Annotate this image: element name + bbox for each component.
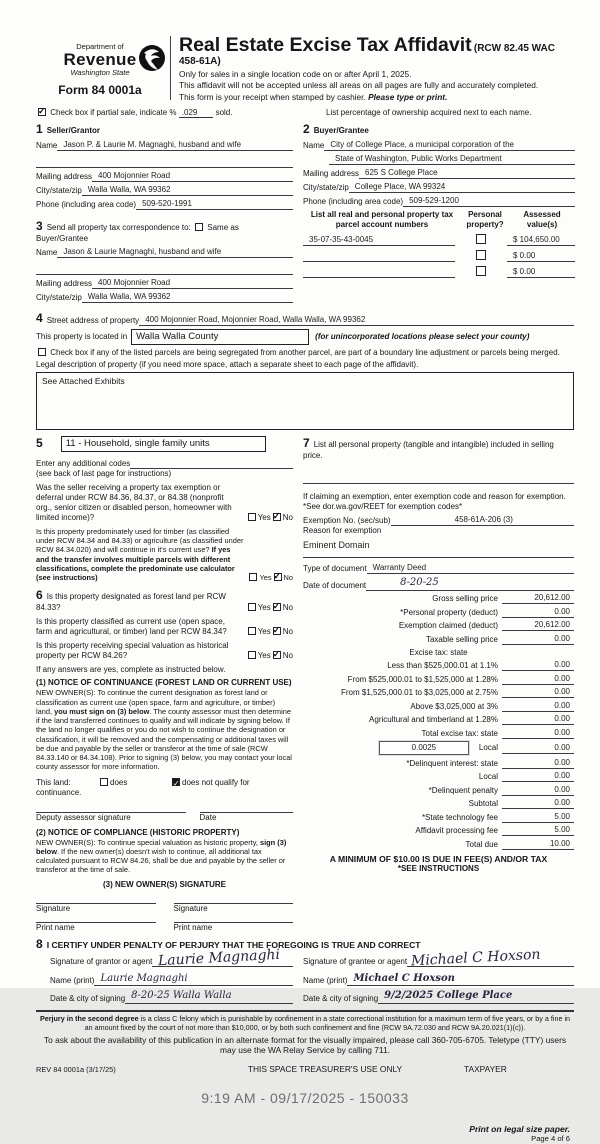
parcel-row — [303, 250, 575, 262]
forest-land-question: 6 Is this property designated as forest land per RCW 84.33? — [36, 588, 226, 613]
correspondence-citystate-field[interactable]: Walla Walla, WA 99362 — [82, 292, 293, 303]
partial-sale-label: Check box if partial sale, indicate % — [50, 108, 177, 118]
street-address-field[interactable]: 400 Mojonnier Road, Mojonnier Road, Walla Walla, WA 99362 — [139, 315, 574, 326]
personal-property-checkbox-3[interactable] — [476, 266, 486, 276]
parcel-number-field-2[interactable] — [303, 253, 455, 262]
section3-heading: 3 Send all property tax correspondence to: Same as Buyer/Grantee — [36, 219, 239, 244]
grantee-signature-field[interactable]: Michael C Hoxson — [407, 958, 574, 967]
agricultural-timberland-field[interactable]: 0.00 — [502, 714, 574, 725]
additional-codes-label: Enter any additional codes — [36, 458, 131, 468]
washington-state-label: Washington State — [70, 68, 130, 78]
form-title-rcw: (RCW 82.45 WAC 458-61A) — [179, 43, 555, 67]
this-land-label: This land: — [36, 777, 71, 787]
certify-heading: 8 I CERTIFY UNDER PENALTY OF PERJURY THAT THE FOREGOING IS TRUE AND CORRECT — [36, 936, 421, 951]
buyer-citystate-field[interactable]: College Place, WA 99324 — [349, 182, 575, 193]
legal-description-label: Legal description of property (if you need more space, attach a separate sheet to each page of the affidavit). — [36, 359, 419, 369]
q2-no-checkbox[interactable] — [274, 573, 282, 581]
assessed-value-field-2[interactable]: $ 0.00 — [507, 251, 575, 262]
delinquent-interest-local-field[interactable]: 0.00 — [502, 771, 574, 782]
q1-yes-checkbox[interactable] — [248, 513, 256, 521]
current-use-question: Is this property classified as current use (open space, farm and agricultural, or timber) land per RCW 84.34? — [36, 617, 227, 637]
total-due-field[interactable]: 10.00 — [502, 839, 574, 850]
type-of-document-field[interactable]: Warranty Deed — [367, 563, 574, 574]
header-note-3: This form is your receipt when stamped by cashier. Please type or print. — [179, 91, 448, 102]
seller-phone-field[interactable]: 509-520-1991 — [136, 199, 293, 210]
deputy-assessor-signature-line[interactable] — [36, 812, 186, 813]
historical-yes-checkbox[interactable] — [248, 651, 256, 659]
grantor-printname-field[interactable]: Laurie Magnaghi — [94, 973, 293, 987]
seller-name-field[interactable]: Jason P. & Laurie M. Magnaghi, husband and wife — [57, 140, 293, 151]
delinquent-interest-state-field[interactable]: 0.00 — [502, 758, 574, 769]
exemption-no-field[interactable]: 458-61A-206 (3) — [391, 515, 574, 526]
new-owners-signature-title: (3) NEW OWNER(S) SIGNATURE — [103, 879, 226, 889]
section7-heading: 7 List all personal property (tangible and intangible) included in selling price. — [303, 435, 554, 460]
header-divider — [170, 36, 171, 100]
located-in-label: This property is located in — [36, 332, 128, 342]
parcel-row — [303, 266, 575, 278]
gross-selling-price-field[interactable]: 20,612.00 — [502, 593, 574, 604]
print-legal-note: Print on legal size paper. — [469, 1123, 570, 1134]
notice-compliance-title: (2) NOTICE OF COMPLIANCE (HISTORIC PROPERTY) — [36, 827, 240, 837]
form-number: Form 84 0001a — [58, 82, 142, 97]
grantor-datecity-field[interactable]: 8-20-25 Walla Walla — [125, 990, 293, 1004]
tier1-field[interactable]: 0.00 — [502, 660, 574, 671]
taxpayer-label: TAXPAYER — [464, 1063, 507, 1074]
tier4-field[interactable]: 0.00 — [502, 701, 574, 712]
minimum-due-note: A MINIMUM OF $10.00 IS DUE IN FEE(S) AND/OR TAX — [329, 853, 548, 864]
personal-property-checkbox-2[interactable] — [476, 250, 486, 260]
dor-logo-block — [36, 30, 164, 102]
correspondence-name-field[interactable]: Jason & Laurie Magnaghi, husband and wife — [57, 247, 293, 258]
forest-no-checkbox[interactable] — [273, 603, 281, 611]
ownership-note: List percentage of ownership acquired next to each name. — [326, 108, 532, 118]
seller-mailing-field[interactable]: 400 Mojonnier Road — [92, 171, 293, 182]
tier3-field[interactable]: 0.00 — [502, 687, 574, 698]
grantor-signature-field[interactable]: Laurie Magnaghi — [152, 958, 293, 967]
form-title: Real Estate Excise Tax Affidavit — [179, 34, 472, 56]
partial-sale-row: ✓ Check box if partial sale, indicate % .029 sold. — [36, 108, 326, 118]
date-of-document-label: Date of document — [303, 580, 367, 590]
grantee-printname-field[interactable]: Michael C Hoxson — [347, 973, 574, 987]
land-does-not-checkbox[interactable] — [172, 778, 180, 786]
seller-name2-field[interactable] — [36, 159, 293, 168]
exemption-instructions: If claiming an exemption, enter exemption code and reason for exemption. *See dor.wa.gov/REET for exemption codes* — [303, 491, 566, 511]
taxable-selling-price-field[interactable]: 0.00 — [502, 634, 574, 645]
continuance-label: continuance. — [36, 787, 82, 797]
partial-sale-percent[interactable]: .029 — [179, 108, 214, 118]
header-note-1: Only for sales in a single location code on or after April 1, 2025. — [179, 69, 412, 79]
parcel-table-header: List all real and personal property tax parcel account numbers Personal property? Assessed value(s) — [310, 210, 561, 230]
delinquent-penalty-field[interactable]: 0.00 — [502, 785, 574, 796]
treasurer-use-label: THIS SPACE TREASURER'S USE ONLY — [247, 1063, 403, 1074]
q1-no-checkbox[interactable] — [273, 513, 281, 521]
buyer-name2-field[interactable]: State of Washington, Public Works Department — [329, 154, 575, 165]
buyer-phone-field[interactable]: 509-529-1200 — [403, 196, 575, 207]
currentuse-no-checkbox[interactable] — [273, 627, 281, 635]
local-rate-field[interactable]: 0.0025 — [379, 741, 469, 755]
total-excise-state-field[interactable]: 0.00 — [502, 728, 574, 739]
q2-yes-checkbox[interactable] — [249, 573, 257, 581]
perjury-notice: Perjury in the second degree is a class C felony which is punishable by confinement in a state correctional institution for a maximum term of five years, or by a fine in an amount fixed by the court of not more than $10,000, or by both such confinement and fine (RCW 9A.72.030 and RCW 9A.20.021(1)(c)). — [39, 1013, 571, 1032]
reason-exemption-label: Reason for exemption — [303, 525, 382, 535]
assessed-value-field-3[interactable]: $ 0.00 — [507, 267, 575, 278]
historical-no-checkbox[interactable] — [273, 651, 281, 659]
county-select[interactable]: Walla Walla County — [131, 329, 309, 345]
parcel-row — [303, 234, 575, 246]
buyer-name-field[interactable]: City of College Place, a municipal corporation of the — [324, 140, 575, 151]
section1-heading: 1 Seller/Grantor — [36, 122, 101, 137]
treasurer-stamp: 9:19 AM - 09/17/2025 - 150033 — [201, 1090, 409, 1107]
additional-codes-field[interactable] — [130, 460, 293, 469]
historical-question: Is this property receiving special valuation as historical property per RCW 84.26? — [36, 641, 229, 661]
personal-property-deduct-field[interactable]: 0.00 — [502, 607, 574, 618]
county-note: (for unincorporated locations please select your county) — [315, 332, 530, 342]
section2-heading: 2 Buyer/Grantee — [303, 122, 369, 137]
type-of-document-label: Type of document — [303, 564, 367, 574]
date-of-document-field[interactable]: 8-20-25 — [366, 577, 574, 591]
notice-continuance-title: (1) NOTICE OF CONTINUANCE (FOREST LAND OR CURRENT USE) — [36, 678, 292, 688]
new-owner-printname-line-1[interactable] — [36, 922, 156, 923]
timber-agriculture-question: Is this property predominately used for timber (as classified under RCW 84.34 and 84.33) or agriculture (as classified under RCW 84.34.020) and will continue in it's current use? If yes and the transfer involves multiple parcels with different classifications, complete the predominate use calculator (see instructions) — [36, 526, 244, 583]
dept-of-label: Department of — [76, 42, 124, 51]
personal-property-checkbox-1[interactable] — [476, 234, 486, 244]
assessed-value-field-1[interactable]: $ 104,650.00 — [507, 235, 575, 246]
exemption-no-label: Exemption No. (sec/sub) — [303, 515, 391, 525]
correspondence-mailing-field[interactable]: 400 Mojonnier Road — [92, 278, 293, 289]
segregated-checkbox[interactable] — [38, 348, 46, 356]
reet-affidavit-form: Department of Revenue Washington State Form 84 0001a Real Estate Excise Tax Affidavit (RCW 82.45 WAC 458-61A) Only for sales in a single location code on or after April 1, 2025. This affidavit will not be accepted unless all areas on all pages are fully and accurately completed. This form is your receipt when stamped by cashier. Please type or print. ✓ Check box if partial sale, indicate % .029 sold. List percentage of ownership acquired next to each name. 1 Seller/Grantor Name Jason P. & Laurie M. Magnaghi, husband and wife Mailing address 400 Mojonnier Road City/state/zip Walla Walla, WA 99362 Phone (including area code) 509-520-1991 3 Send all property tax correspondence to: Same as Buyer/Grantee Name Jason & Laurie Magnaghi, husband and wife Mailing address 400 Mojonnier Road City/state/zip Walla Walla, WA 99362 2 Buyer/Grantee Name City of College Place, a municipal corporation of the State of Washington, Public Works Department Mailing address 625 S College Place City/state/zip College Place, WA 99324 Phone (including area code) 509-529-1200 List all real and personal property tax parcel account numbers Personal property? Assessed value(s) 35-07-35-43-0045 $ 104,650.00 $ 0.00 $ 0.00 4 Street address of property 400 Mojonnier Road, Mojonnier Road, Walla Walla, WA 99362 This property is located in Walla Walla County (for unincorporated locations please select your county) Check box if any of the listed parcels are being segregated from another parcel, are part of a boundary line adjustment or parcels being merged. Legal description of property (if you need more space, attach a separate sheet to each page of the affidavit). See Attached Exhibits 5 11 - Household, single family units Enter any additional codes (see back of last page for instructions) Was the seller receiving a property tax exemption or deferral under RCW 84.36, 84.37, or 84.38 (nonprofit org., senior citizen or disabled person, homeowner with limited income)? Yes ✓ No Is this property predominately used for timber (as classified under RCW 84.34 and 84.33) or agriculture (as classified under RCW 84.34.020) and will continue in it's current use? If yes and the transfer involves multiple parcels with different classifications, complete the predominate use calculator (see instructions) Yes ✓ No 6 Is this property designated as forest land per RCW 84.33? Yes ✓ No Is this property classified as current use (open space, farm and agricultural, or timber) land per RCW 84.34? Yes ✓ No Is this property receiving special valuation as historical property per RCW 84.26? Yes ✓ No If any answers are yes, complete as instructed below. (1) NOTICE OF CONTINUANCE (FOREST LAND OR CURRENT USE) NEW OWNER(S): To continue the current designation as forest land or classification as current use (open space, farm and agriculture, or timber) land, you must sign on (3) below. The county assessor must then determine if the land transferred continues to qualify and will indicate by signing below. If the land no longer qualifies or you do not wish to continue the designation or classification, it will be removed and the compensating or additional taxes will be due and payable by the seller or transferor at the time of sale (RCW 84.33.140 or 84.34.108). Prior to signing (3) below, you may contact your local county assessor for more information. This land: does ✓ does not qualify for continuance. Deputy assessor signature Date (2) NOTICE OF COMPLIANCE (HISTORIC PROPERTY) NEW OWNER(S): To continue special valuation as historic property, sign (3) below. If the new owner(s) doesn't wish to continue, all additional tax calculated pursuant to RCW 84.26, shall be due and payable by the seller or transferor at the time of sale. (3) NEW OWNER(S) SIGNATURE Signature Signature Print name Print name 7 List all personal property (tangible and intangible) included in selling price. If claiming an exemption, enter exemption code and reason for exemption. *See dor.wa.gov/REET for exemption codes* Exemption No. (sec/sub) 458-61A-206 (3) Reason for exemption Eminent Domain Type of document Warranty Deed Date of document 8-20-25 Gross selling price 20,612.00 *Personal property (deduct) 0.00 Exemption claimed (deduct) 20,612.00 Taxable selling price 0.00 Excise tax: state Less than $525,000.01 at 1.1% 0.00 From $525,000.01 to $1,525,000 at 1.28% 0.00 From $1,525,000.01 to $3,025,000 at 2.75% 0.00 Above $3,025,000 at 3% 0.00 Agricultural and timberland at 1.28% 0.00 Total excise tax: state 0.00 0.0025 Local 0.00 *Delinquent interest: state 0.00 Local 0.00 *Delinquent penalty 0.00 Subtotal 0.00 *State technology fee 5.00 Affidavit processing fee 5.00 Total due 10.00 A MINIMUM OF $10.00 IS DUE IN FEE(S) AND/OR TAX *SEE INSTRUCTIONS 8 I CERTIFY UNDER PENALTY OF PERJURY THAT THE FOREGOING IS TRUE AND CORRECT Signature of grantor or agent Laurie Magnaghi Name (print) Laurie Magnaghi Date & city of signing 8-20-25 Walla Walla Signature of grantee or agent Michael C Hoxson Name (print) Michael C Hoxson Date & city of signing 9/2/2025 College Place Perjury in the second degree is a class C felony which is punishable by confinement in a state correctional institution for a maximum term of five years, or by a fine in an amount fixed by the court of not more than $10,000, or by both such confinement and fine (RCW 9A.72.030 and RCW 9A.20.021(1)(c)). To ask about the availability of this publication in an alternate format for the visually impaired, please call 360-705-6705. Teletype (TTY) users may use the WA Relay Service by calling 711. REV 84 0001a (3/17/25) THIS SPACE TREASURER'S USE ONLY TAXPAYER 9:19 AM - 09/17/2025 - 150033 Print on legal size paper. Page 4 of 6 — [0, 0, 600, 988]
reason-exemption-value[interactable]: Eminent Domain — [303, 539, 370, 550]
form-header — [36, 30, 574, 102]
exemption-deferral-question: Was the seller receiving a property tax exemption or deferral under RCW 84.36, 84.37, or 84.38 (nonprofit org., senior citizen or disabled person, homeowner with limited income)? — [36, 482, 232, 522]
same-as-buyer-checkbox[interactable] — [195, 223, 203, 231]
rev-number: REV 84 0001a (3/17/25) — [36, 1064, 116, 1074]
land-use-code-select[interactable]: 11 - Household, single family units — [61, 436, 266, 452]
alt-format-notice: To ask about the availability of this publication in an alternate format for the visually impaired, please call 360-705-6705. Teletype (TTY) users may use the WA Relay Service by calling 711. — [43, 1034, 567, 1056]
forest-yes-checkbox[interactable] — [248, 603, 256, 611]
page-number: Page 4 of 6 — [531, 1134, 570, 1144]
parcel-number-field[interactable]: 35-07-35-43-0045 — [303, 235, 455, 246]
grantee-datecity-field[interactable]: 9/2/2025 College Place — [378, 990, 574, 1004]
excise-tax-state-header: Excise tax: state — [409, 647, 468, 657]
currentuse-yes-checkbox[interactable] — [248, 627, 256, 635]
tier2-field[interactable]: 0.00 — [502, 674, 574, 685]
exemption-claimed-field[interactable]: 20,612.00 — [502, 620, 574, 631]
seller-citystate-field[interactable]: Walla Walla, WA 99362 — [82, 185, 293, 196]
deputy-date-line[interactable] — [200, 812, 293, 813]
if-yes-instruction: If any answers are yes, complete as instructed below. — [36, 665, 226, 675]
notice-continuance-body: NEW OWNER(S): To continue the current designation as forest land or classification as current use (open space, farm and agriculture, or timber) land, you must sign on (3) below. The county assessor must then determine if the land transferred continues to qualify and will indicate by signing below. If the land no longer qualifies or you do not wish to continue the designation or classification, it will be removed and the compensating or additional taxes will be due and payable by the seller or transferor at the time of sale (RCW 84.33.140 or 84.34.108). Prior to signing (3) below, you may contact your local county assessor for more information. — [36, 688, 292, 772]
buyer-mailing-field[interactable]: 625 S College Place — [359, 168, 575, 179]
parcel-number-field-3[interactable] — [303, 269, 455, 278]
new-owner-signature-line-1[interactable] — [36, 903, 156, 904]
see-back-note: (see back of last page for instructions) — [36, 468, 172, 478]
see-instructions-note: *SEE INSTRUCTIONS — [397, 864, 480, 874]
notice-compliance-body: NEW OWNER(S): To continue special valuation as historic property, sign (3) below. If the new owner(s) doesn't wish to continue, all additional tax calculated pursuant to RCW 84.26, shall be due and payable by the seller or transferor at the time of sale. — [36, 837, 287, 875]
dor-swirl-logo-icon — [138, 44, 166, 75]
correspondence-name2-field[interactable] — [36, 266, 293, 275]
personal-property-field[interactable] — [303, 483, 574, 484]
new-owner-printname-line-2[interactable] — [174, 922, 294, 923]
header-note-2: This affidavit will not be accepted unless all areas on all pages are fully and accurately completed. — [179, 80, 539, 91]
legal-description-field[interactable]: See Attached Exhibits — [36, 372, 574, 430]
street-address-label: Street address of property — [46, 316, 140, 326]
revenue-wordmark: Revenue — [63, 50, 137, 70]
local-tax-field[interactable]: 0.00 — [502, 743, 574, 754]
subtotal-field[interactable]: 0.00 — [502, 798, 574, 809]
segregated-label: Check box if any of the listed parcels are being segregated from another parcel, are part of a boundary line adjustment or parcels being merged. — [50, 347, 560, 357]
land-does-checkbox[interactable] — [100, 778, 108, 786]
new-owner-signature-line-2[interactable] — [174, 903, 294, 904]
reason-exemption-line — [303, 557, 574, 558]
state-technology-fee-field[interactable]: 5.00 — [502, 812, 574, 823]
partial-sale-checkbox[interactable] — [38, 108, 46, 116]
affidavit-processing-fee-field[interactable]: 5.00 — [502, 825, 574, 836]
